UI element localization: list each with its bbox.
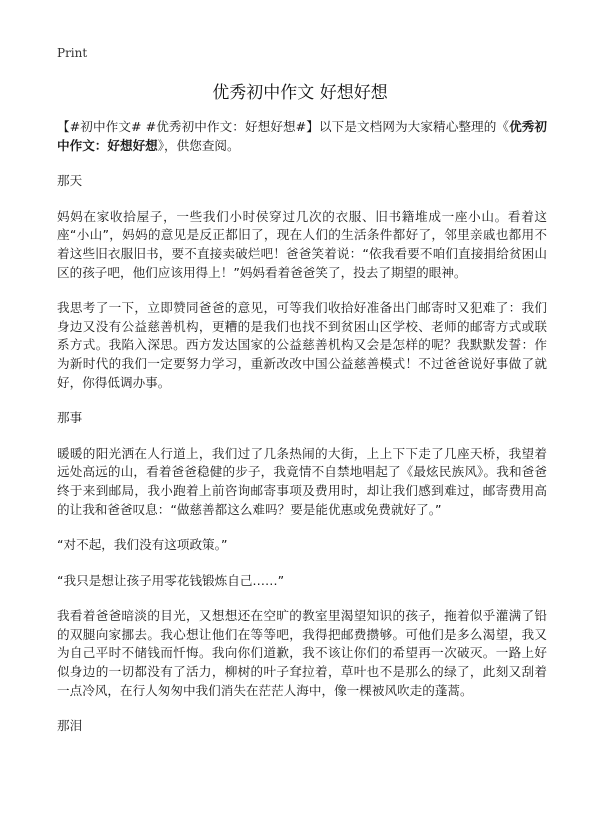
- intro-bold-title: 优秀初中作文：好想好想: [57, 119, 548, 153]
- print-label: Print: [57, 46, 88, 60]
- section-heading-nalei: 那泪: [57, 718, 83, 734]
- article-body: [57, 118, 547, 753]
- intro-text-after: 》，供您查阅。: [157, 137, 240, 153]
- intro-text-before: 以下是文档网为大家精心整理的《: [318, 119, 510, 134]
- intro-paragraph: [57, 118, 547, 155]
- paragraph: 妈妈在家收拾屋子，一些我们小时侯穿过几次的衣服、旧书籍堆成一座小山。看着这座“小山”，妈妈的意见是反正都旧了，现在人们的生活条件都好了，邻里亲戚也都用不着这些旧衣服旧书，要不直接卖破烂吧！爸爸笑着说：“依我看要不咱们直接捐给贫困山区的孩子吧，他们应该用得上！”妈妈看着爸爸笑了，投去了期望的眼神。: [57, 208, 547, 280]
- paragraph: “对不起，我们没有这项政策。”: [57, 537, 228, 553]
- page-title: 优秀初中作文 好想好想: [212, 83, 388, 103]
- paragraph: 暖暖的阳光洒在人行道上，我们过了几条热闹的大街，上上下下走了几座天桥，我望着远处高远的山，看着爸爸稳健的步子，我竟情不自禁地唱起了《最炫民族风》。我和爸爸终于来到邮局，我小跑着上前咨询邮寄事项及费用时，却让我们感到难过，邮寄费用高的让我和爸爸叹息：“做慈善都这么难吗？要是能优惠或免费就好了。”: [57, 445, 547, 517]
- section-heading-natian: 那天: [57, 173, 83, 189]
- intro-tags: 【#初中作文# #优秀初中作文：好想好想#】: [57, 119, 319, 134]
- paragraph: 我看着爸爸暗淡的目光，又想想还在空旷的教室里渴望知识的孩子，拖着似乎灌满了铅的双腿向家挪去。我心想让他们在等等吧，我得把邮费攒够。可他们是多么渴望，我又为自己平时不储钱而忏悔。我向你们道歉，我不该让你们的希望再一次破灭。一路上好似身边的一切都没有了活力，柳树的叶子耷拉着，草叶也不是那么的绿了，此刻又刮着一点冷风，在行人匆匆中我们消失在茫茫人海中，像一棵被风吹走的蓬蒿。: [57, 608, 547, 698]
- section-heading-nashi: 那事: [57, 410, 83, 426]
- paragraph: “我只是想让孩子用零花钱锻炼自己……”: [57, 572, 285, 588]
- paragraph: 我思考了一下，立即赞同爸爸的意见，可等我们收拾好准备出门邮寄时又犯难了：我们身边又没有公益慈善机构，更糟的是我们也找不到贫困山区学校、老师的邮寄方式或联系方式。我陷入深思。西方发达国家的公益慈善机构又会是怎样的呢？我默默发誓：作为新时代的我们一定要努力学习，重新改改中国公益慈善模式！不过爸爸说好事做了就好，你得低调办事。: [57, 300, 547, 390]
